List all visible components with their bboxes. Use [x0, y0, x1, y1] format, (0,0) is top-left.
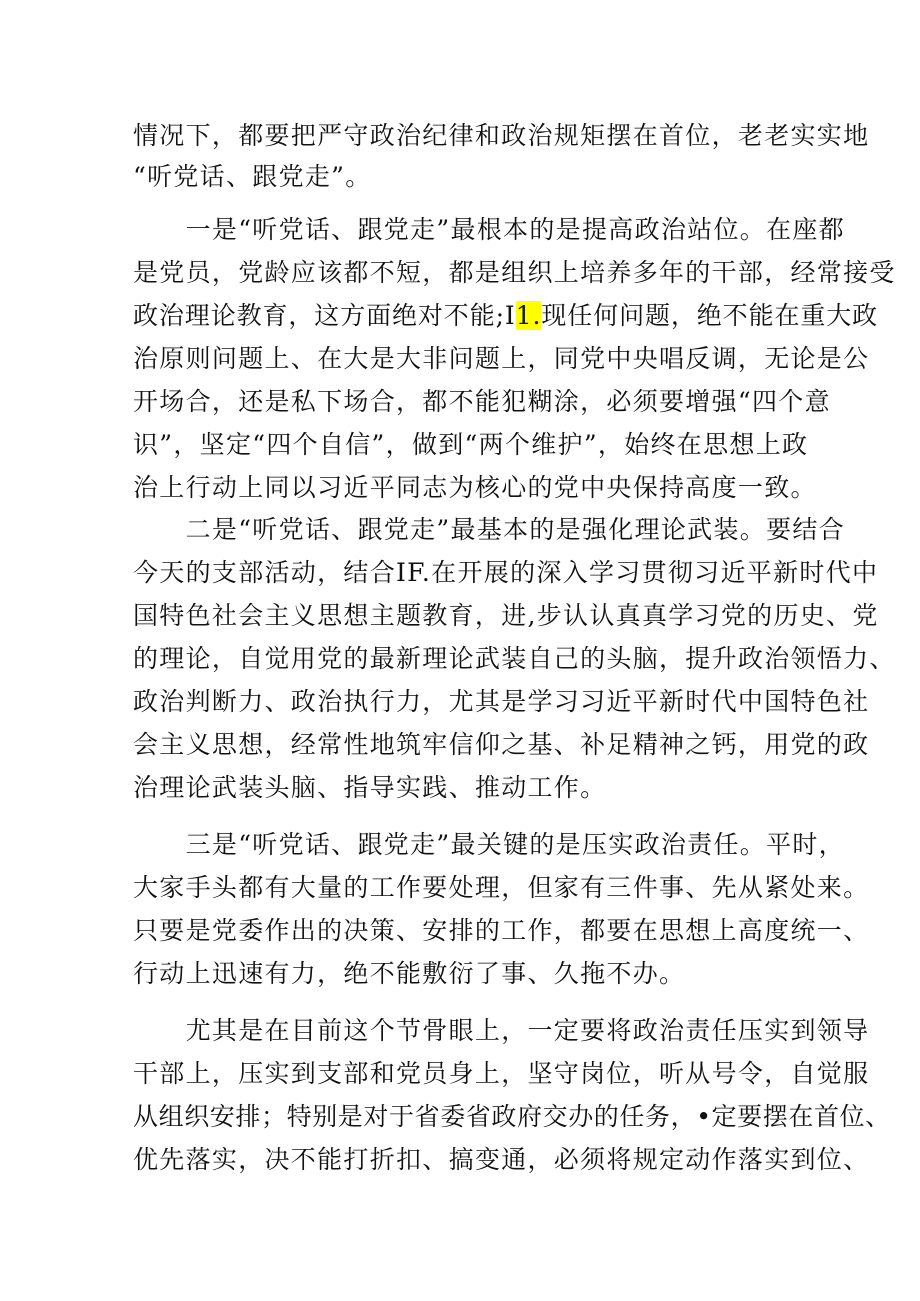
text-line: 只要是党委作出的决策、安排的工作，都要在思想上高度统一、 [133, 916, 870, 945]
text-line: 的理论，自觉用党的最新理论武装自己的头脑，提升政治领悟力、 [133, 644, 896, 673]
text-line: 治上行动上同以习近平同志为核心的党中央保持高度一致。 [133, 473, 817, 502]
text-line: 从组织安排；特别是对于省委省政府交办的任务，•定要摆在首位、 [133, 1102, 891, 1131]
text-line: 政治判断力、政治执行力，尤其是学习习近平新时代中国特色社 [133, 687, 870, 716]
text-line: 今天的支部活动，结合IF.在开展的深入学习贯彻习近平新时代中 [133, 558, 879, 587]
text-line: 国特色社会主义思想主题教育，进,步认认真真学习党的历史、党 [133, 601, 879, 630]
text-segment: 政治理论教育，这方面绝对不能 [133, 301, 496, 330]
text-line: 治理论武装头脑、指导实践、推动工作。 [133, 773, 607, 802]
text-segment: ;I [495, 301, 516, 330]
text-line: 尤其是在目前这个节骨眼上，一定要将政治责任压实到领导 [133, 1016, 870, 1045]
text-line: “听党话、跟党走”。 [133, 162, 372, 191]
highlight-mark: 1. [515, 301, 542, 330]
text-line: 二是“听党话、跟党走”最基本的是强化理论武装。要结合 [133, 515, 845, 544]
text-line: 三是“听党话、跟党走”最关键的是压实政治责任。平时， [133, 830, 845, 859]
text-line: 一是“听党话、跟党走”最根本的是提高政治站位。在座都 [133, 215, 845, 244]
text-segment: 现任何问题，绝不能在重大政 [541, 301, 879, 330]
text-line: 开场合，还是私下场合，都不能犯糊涂，必须要增强“四个意 [133, 387, 831, 416]
text-line: 会主义思想，经常性地筑牢信仰之基、补足精神之钙，用党的政 [133, 730, 870, 759]
text-line: 识”，坚定“四个自信”，做到“两个维护”，始终在思想上政 [133, 430, 809, 459]
text-line: 情况下，都要把严守政治纪律和政治规矩摆在首位，老老实实地 [133, 121, 870, 150]
text-line: 治原则问题上、在大是大非问题上，同党中央唱反调，无论是公 [133, 344, 870, 373]
text-line: 大家手头都有大量的工作要处理，但家有三件事、先从紧处来。 [133, 873, 870, 902]
text-line: 是党员，党龄应该都不短，都是组织上培养多年的干部，经常接受 [133, 258, 896, 287]
text-line: 优先落实，决不能打折扣、搞变通，必须将规定动作落实到位、 [133, 1145, 870, 1174]
text-line: 行动上迅速有力，绝不能敷衍了事、久拖不办。 [133, 959, 686, 988]
text-line [133, 299, 878, 333]
text-line: 干部上，压实到支部和党员身上，坚守岗位，听从号令，自觉服 [133, 1059, 870, 1088]
